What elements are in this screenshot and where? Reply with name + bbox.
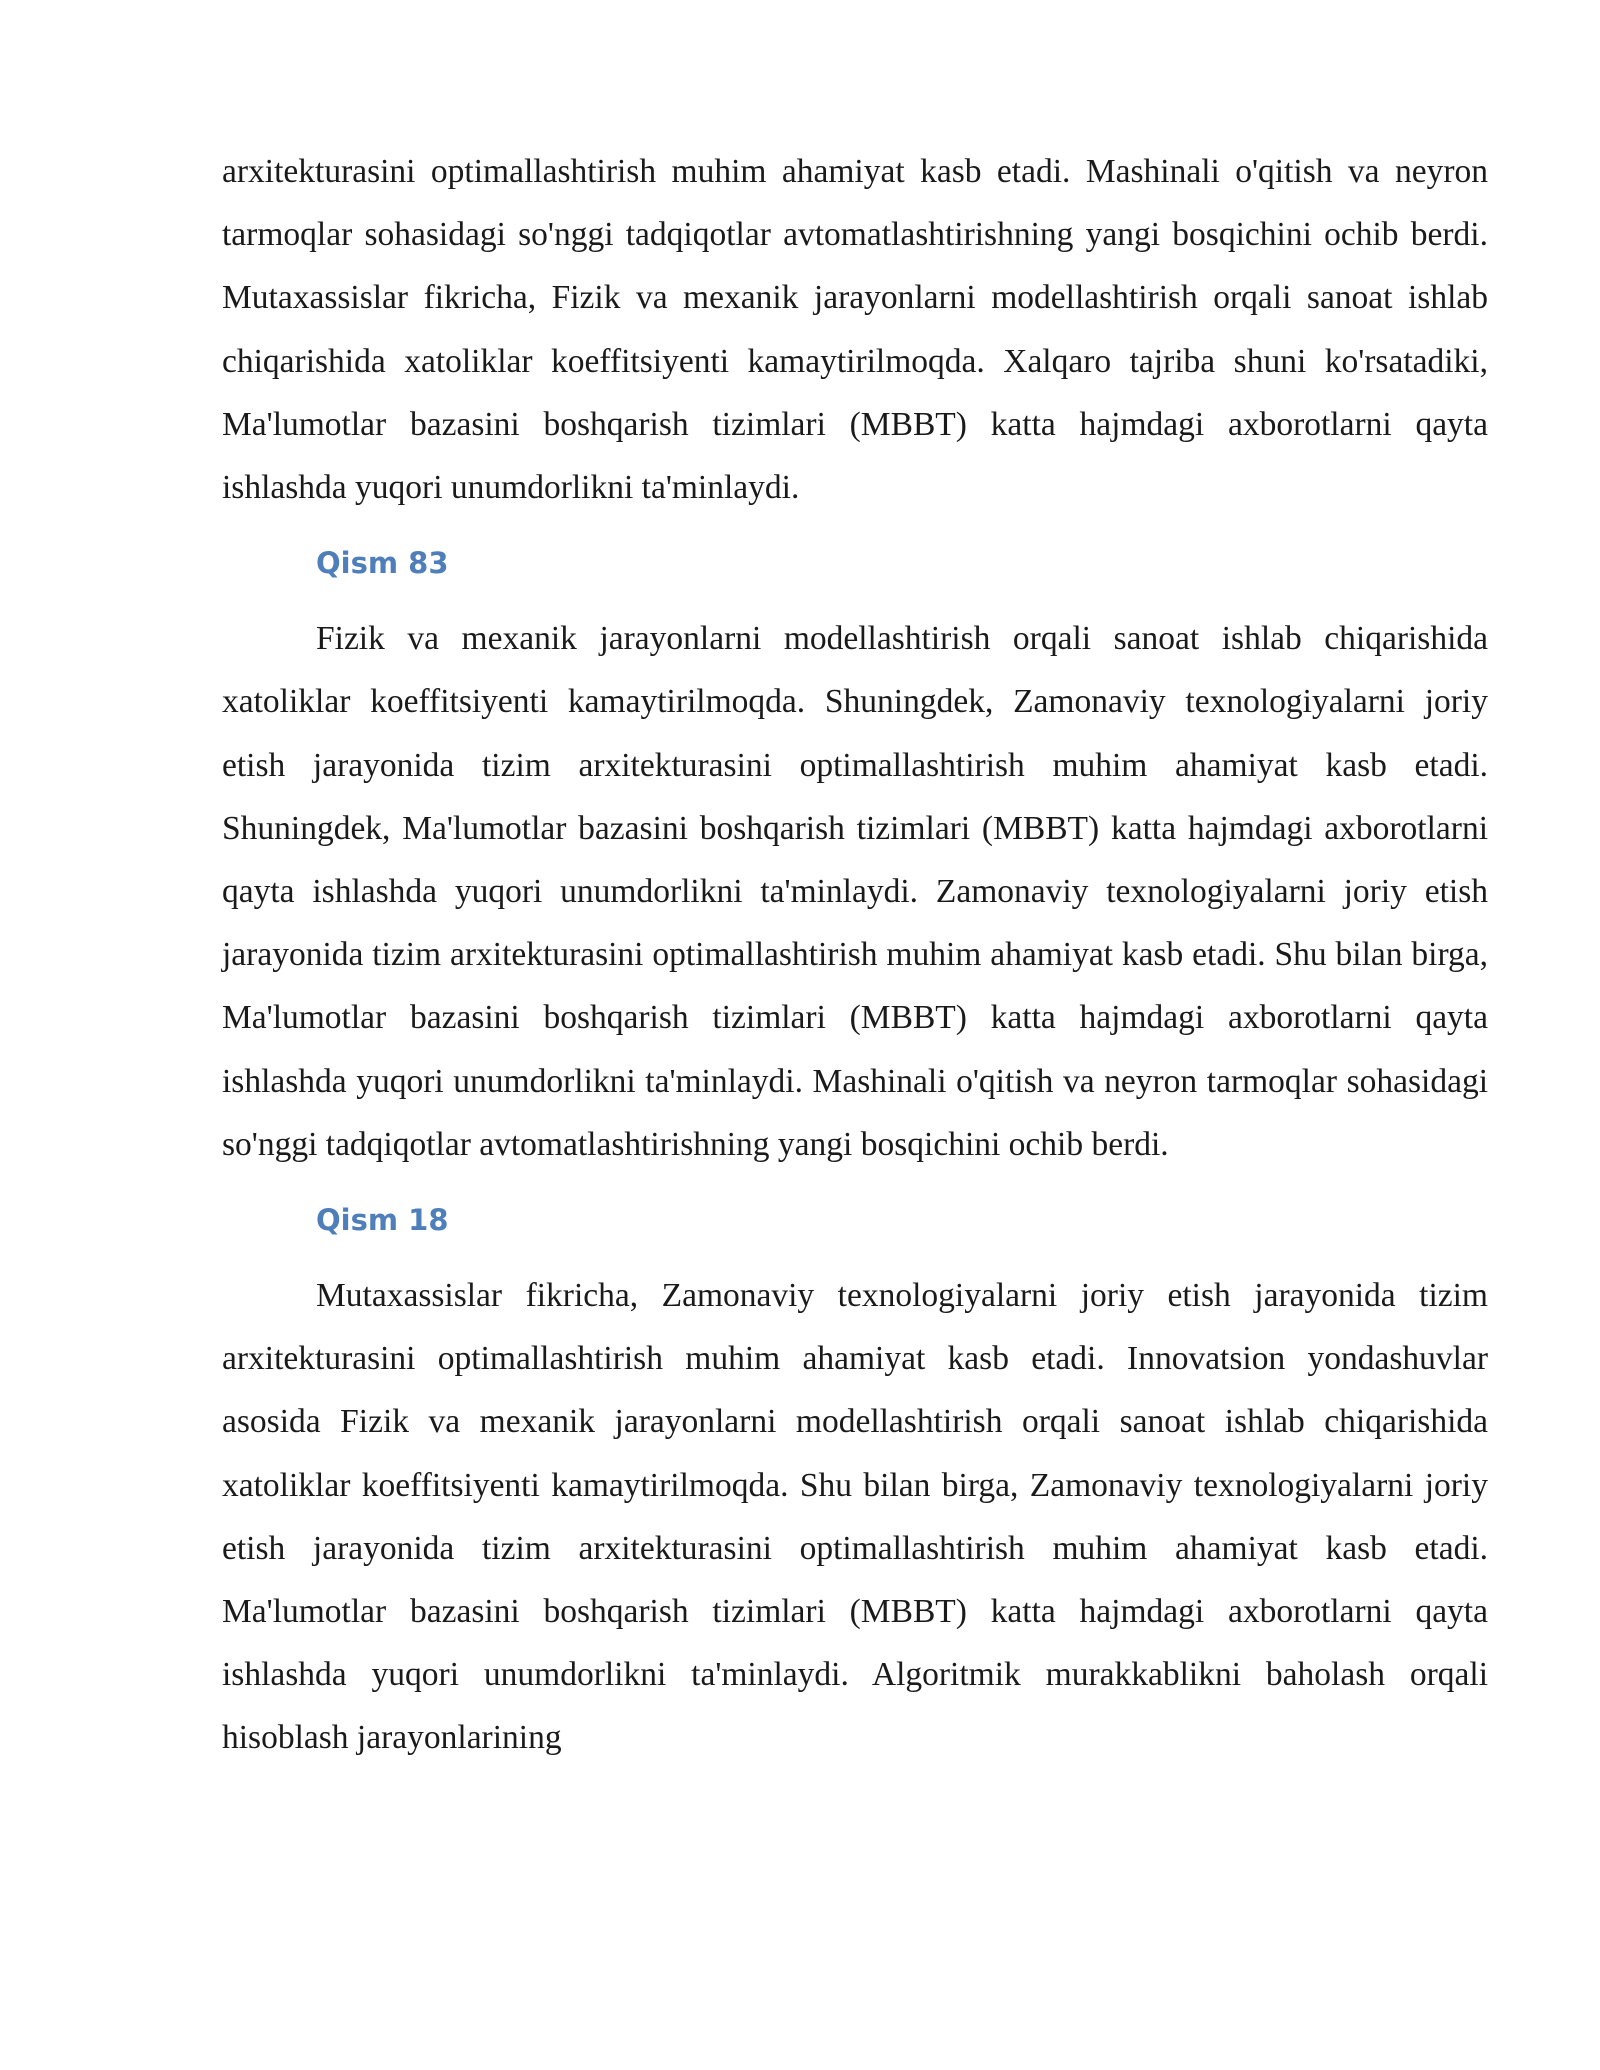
section-paragraph-qism-18: Mutaxassislar fikricha, Zamonaviy texnologiyalarni joriy etish jarayonida tizim arxitekturasini optimallashtirish muhim ahamiyat kasb etadi. Innovatsion yondashuvlar asosida Fizik va mexanik jarayonlarni modellashtirish orqali sanoat ishlab chiqarishida xatoliklar koeffitsiyenti kamaytirilmoqda. Shu bilan birga, Zamonaviy texnologiyalarni joriy etish jarayonida tizim arxitekturasini optimallashtirish muhim ahamiyat kasb etadi. Ma'lumotlar bazasini boshqarish tizimlari (MBBT) katta hajmdagi axborotlarni qayta ishlashda yuqori unumdorlikni ta'minlaydi. Algoritmik murakkablikni baholash orqali hisoblash jarayonlarining	[222, 1277, 1488, 1757]
body-paragraph-continued: arxitekturasini optimallashtirish muhim ahamiyat kasb etadi. Mashinali o'qitish va neyron tarmoqlar sohasidagi so'nggi tadqiqotlar avtomatlashtirishning yangi bosqichini ochib berdi. Mutaxassislar fikricha, Fizik va mexanik jarayonlarni modellashtirish orqali sanoat ishlab chiqarishida xatoliklar koeffitsiyenti kamaytirilmoqda. Xalqaro tajriba shuni ko'rsatadiki, Ma'lumotlar bazasini boshqarish tizimlari (MBBT) katta hajmdagi axborotlarni qayta ishlashda yuqori unumdorlikni ta'minlaydi.	[222, 153, 1488, 507]
page-content	[222, 140, 1488, 1770]
section-paragraph-qism-83: Fizik va mexanik jarayonlarni modellashtirish orqali sanoat ishlab chiqarishida xatoliklar koeffitsiyenti kamaytirilmoqda. Shuningdek, Zamonaviy texnologiyalarni joriy etish jarayonida tizim arxitekturasini optimallashtirish muhim ahamiyat kasb etadi. Shuningdek, Ma'lumotlar bazasini boshqarish tizimlari (MBBT) katta hajmdagi axborotlarni qayta ishlashda yuqori unumdorlikni ta'minlaydi. Zamonaviy texnologiyalarni joriy etish jarayonida tizim arxitekturasini optimallashtirish muhim ahamiyat kasb etadi. Shu bilan birga, Ma'lumotlar bazasini boshqarish tizimlari (MBBT) katta hajmdagi axborotlarni qayta ishlashda yuqori unumdorlikni ta'minlaydi. Mashinali o'qitish va neyron tarmoqlar sohasidagi so'nggi tadqiqotlar avtomatlashtirishning yangi bosqichini ochib berdi.	[222, 620, 1488, 1163]
section-heading-qism-83: Qism 83	[316, 546, 449, 581]
section-heading-qism-18: Qism 18	[316, 1203, 449, 1238]
